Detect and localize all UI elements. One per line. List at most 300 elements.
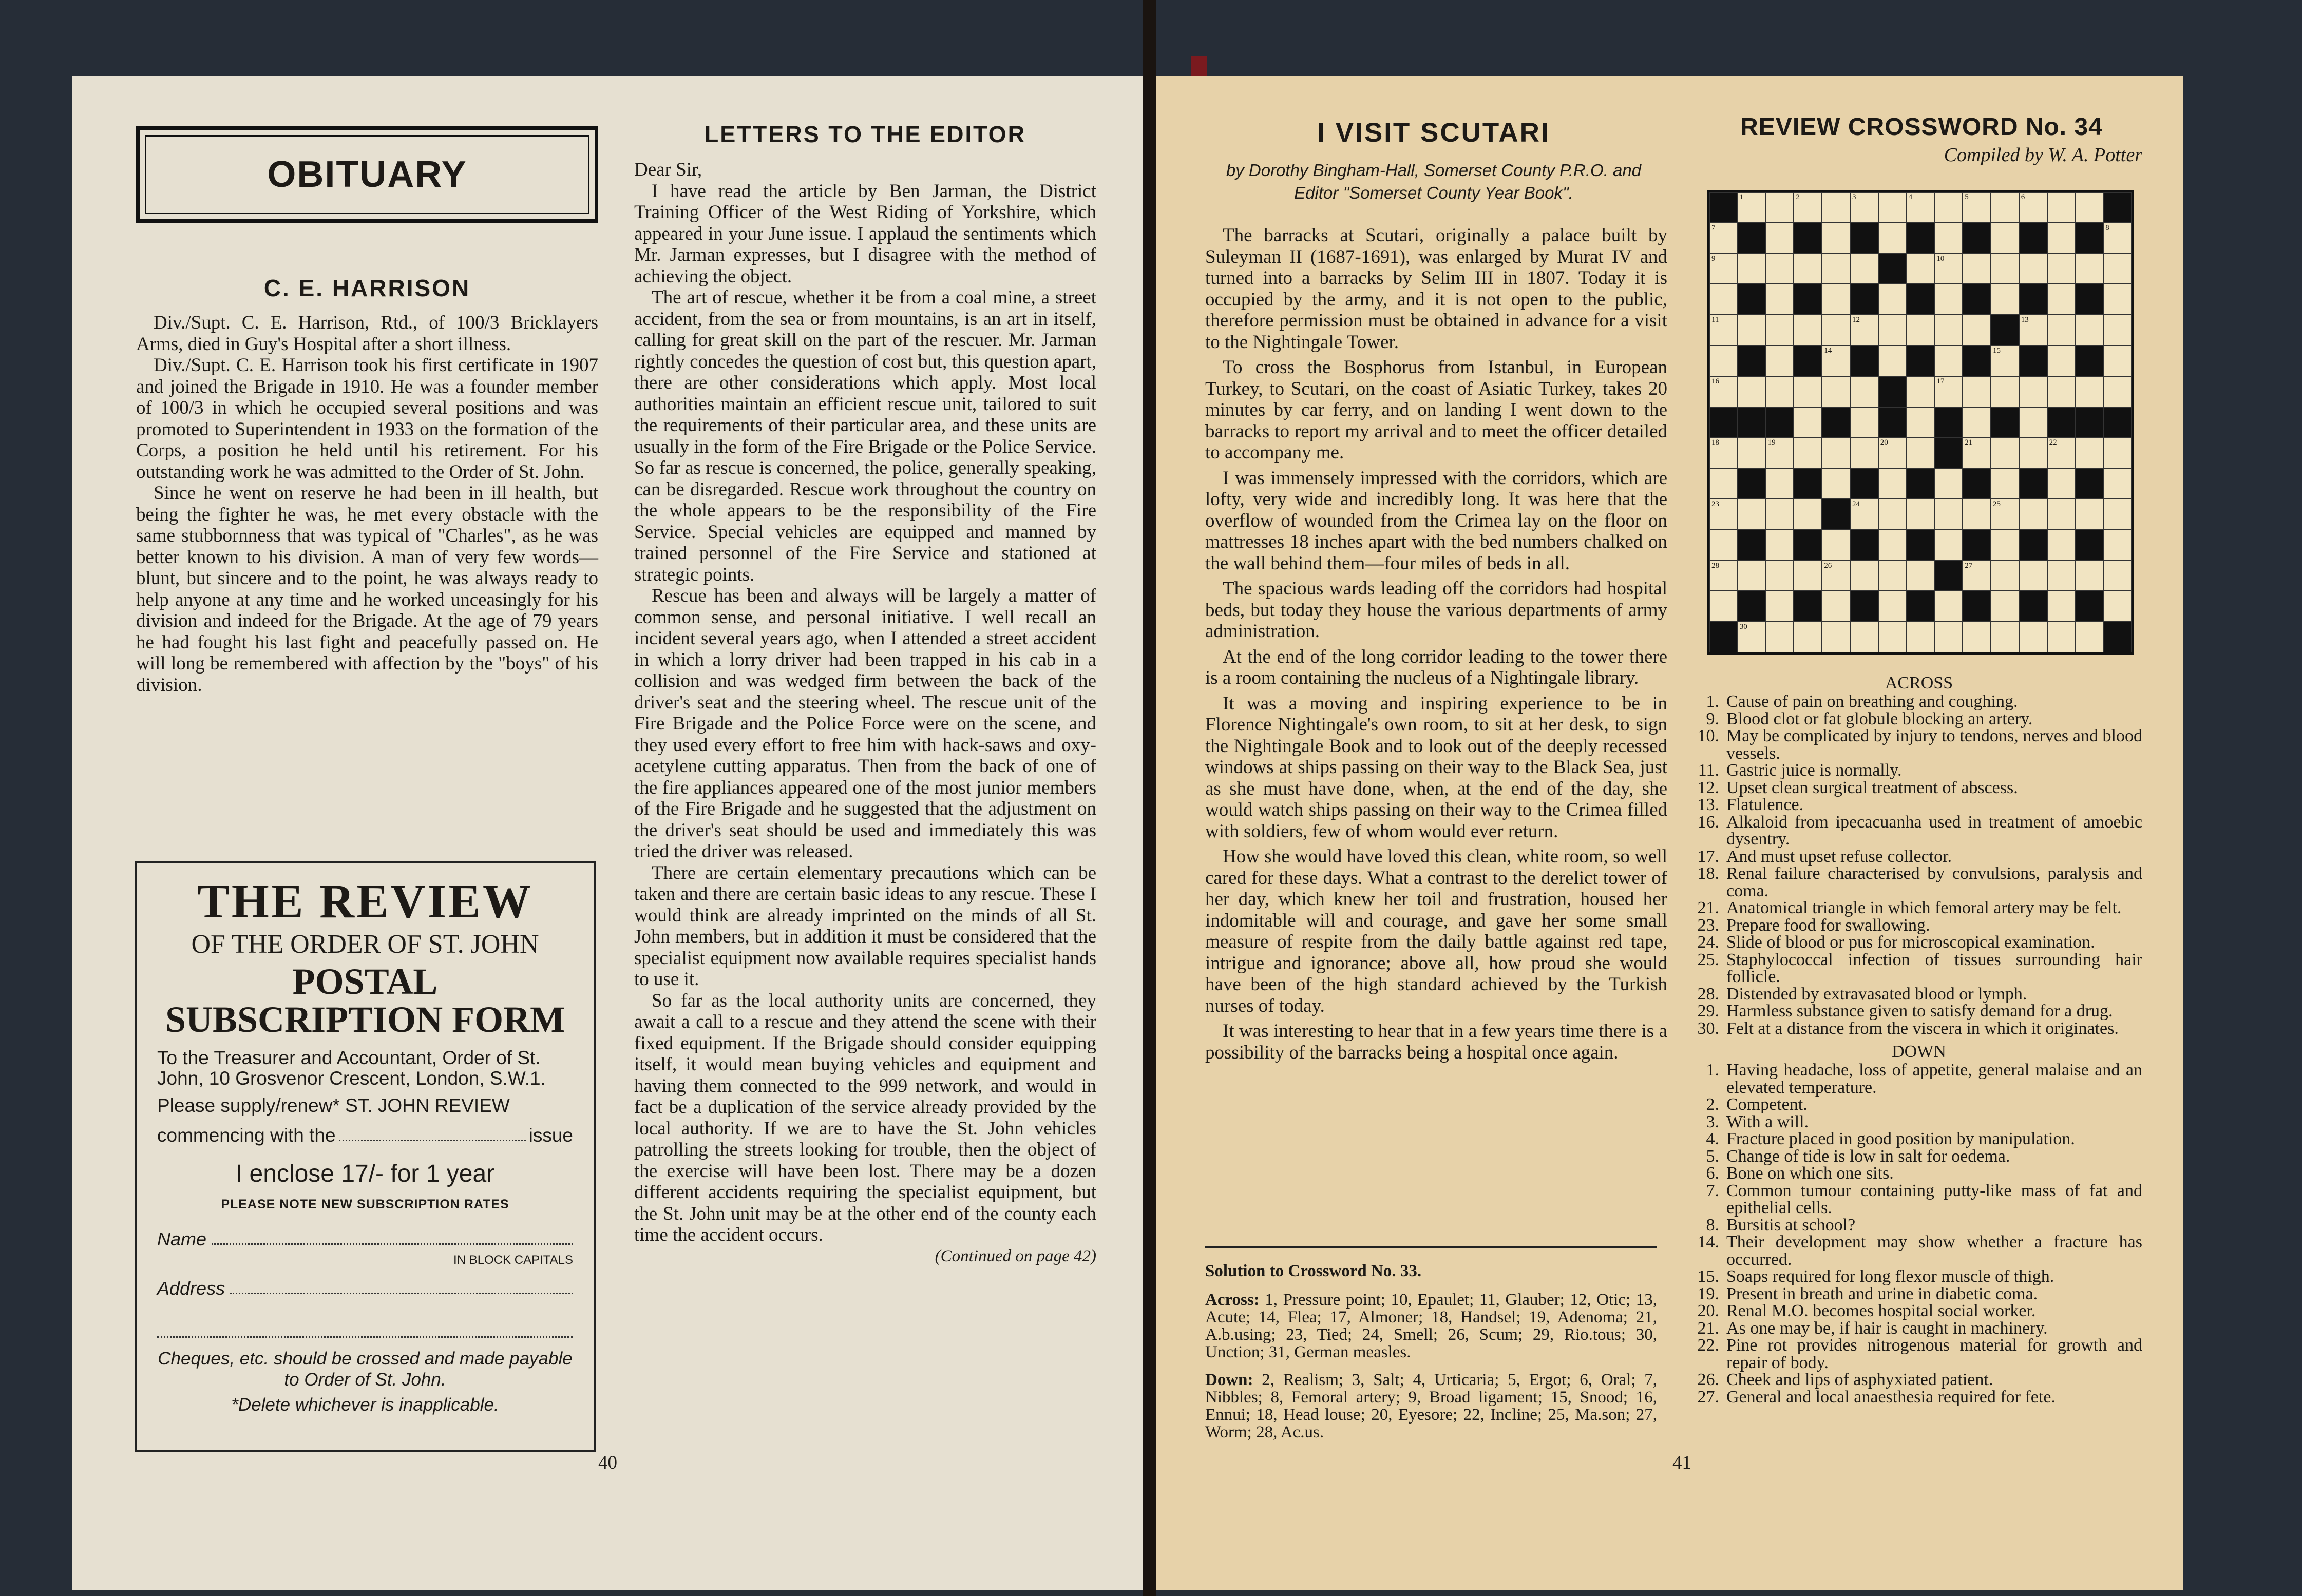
square-number: 24 bbox=[1852, 499, 1860, 508]
crossword-square[interactable] bbox=[1991, 622, 2019, 652]
crossword-square[interactable] bbox=[1991, 376, 2019, 407]
form-name-label: Name bbox=[157, 1228, 207, 1249]
crossword-square[interactable] bbox=[1963, 437, 1991, 468]
crossword-square[interactable] bbox=[1738, 561, 1766, 591]
crossword-square[interactable] bbox=[2019, 254, 2047, 284]
square-number: 22 bbox=[2049, 438, 2057, 447]
solution-down-label: Down: bbox=[1205, 1371, 1253, 1389]
crossword-square[interactable] bbox=[1934, 468, 1963, 499]
clue-text: Common tumour containing putty-like mass of fat and epithelial cells. bbox=[1726, 1181, 2142, 1217]
clue-text: Bone on which one sits. bbox=[1726, 1164, 1894, 1183]
crossword-square[interactable] bbox=[2047, 345, 2076, 376]
crossword-square[interactable] bbox=[1878, 192, 1907, 223]
name-field[interactable] bbox=[212, 1240, 573, 1245]
clue-number: 27. bbox=[1697, 1387, 1719, 1407]
crossword-square[interactable] bbox=[1963, 499, 1991, 530]
crossword-square[interactable] bbox=[1709, 468, 1738, 499]
crossword-square[interactable] bbox=[1822, 223, 1850, 254]
crossword-square[interactable] bbox=[1991, 254, 2019, 284]
down-clue bbox=[1696, 1148, 2142, 1165]
crossword-square[interactable] bbox=[2047, 254, 2076, 284]
crossword-black-square bbox=[1794, 591, 1822, 622]
clue-number: 8. bbox=[1706, 1215, 1719, 1235]
crossword-square[interactable] bbox=[1766, 254, 1794, 284]
crossword-square[interactable] bbox=[2103, 223, 2132, 254]
square-number: 28 bbox=[1711, 561, 1719, 570]
crossword-square[interactable] bbox=[1934, 315, 1963, 345]
crossword-black-square bbox=[2103, 622, 2132, 652]
obituary-text bbox=[136, 312, 598, 696]
crossword-square[interactable] bbox=[1850, 315, 1878, 345]
crossword-black-square bbox=[1907, 284, 1935, 315]
form-issue-label: issue bbox=[528, 1125, 573, 1146]
down-clue bbox=[1696, 1302, 2142, 1320]
crossword-black-square bbox=[1991, 407, 2019, 438]
crossword-square[interactable] bbox=[1766, 561, 1794, 591]
down-clue bbox=[1696, 1096, 2142, 1113]
form-commencing-label: commencing with the bbox=[157, 1125, 336, 1146]
crossword-square[interactable] bbox=[2019, 315, 2047, 345]
crossword-square[interactable] bbox=[1878, 284, 1907, 315]
crossword-black-square bbox=[1907, 345, 1935, 376]
article-paragraph: The spacious wards leading off the corridors had hospital beds, but today they house the various departments of army administration. bbox=[1205, 578, 1667, 642]
crossword-black-square bbox=[1963, 223, 1991, 254]
crossword-square[interactable] bbox=[1991, 499, 2019, 530]
crossword-square[interactable] bbox=[1878, 315, 1907, 345]
square-number: 8 bbox=[2105, 223, 2109, 232]
crossword-black-square bbox=[1738, 223, 1766, 254]
crossword-square[interactable] bbox=[1991, 223, 2019, 254]
crossword-square[interactable] bbox=[1963, 315, 1991, 345]
crossword-square[interactable] bbox=[1963, 407, 1991, 438]
page-40 bbox=[72, 76, 1143, 1590]
crossword-square[interactable] bbox=[1963, 376, 1991, 407]
crossword-black-square bbox=[1850, 468, 1878, 499]
crossword-square[interactable] bbox=[2047, 530, 2076, 561]
down-clue bbox=[1696, 1234, 2142, 1268]
crossword-square[interactable] bbox=[1822, 530, 1850, 561]
address-field-line-2[interactable] bbox=[157, 1335, 573, 1338]
across-clue bbox=[1696, 710, 2142, 728]
crossword-square[interactable] bbox=[2047, 499, 2076, 530]
crossword-square[interactable] bbox=[2019, 192, 2047, 223]
crossword-black-square bbox=[1738, 591, 1766, 622]
crossword-square[interactable] bbox=[1934, 376, 1963, 407]
crossword-square[interactable] bbox=[2019, 437, 2047, 468]
crossword-square[interactable] bbox=[2103, 254, 2132, 284]
clue-text: Present in breath and urine in diabetic coma. bbox=[1726, 1284, 2038, 1303]
crossword-square[interactable] bbox=[1766, 499, 1794, 530]
obituary-name: C. E. HARRISON bbox=[263, 275, 471, 301]
crossword-square[interactable] bbox=[1878, 468, 1907, 499]
clue-text: Felt at a distance from the viscera in which it originates. bbox=[1726, 1018, 2119, 1038]
crossword-square[interactable] bbox=[1850, 407, 1878, 438]
crossword-square[interactable] bbox=[1766, 437, 1794, 468]
crossword-square[interactable] bbox=[2103, 376, 2132, 407]
crossword-square[interactable] bbox=[2075, 437, 2103, 468]
clue-text: Flatulence. bbox=[1726, 795, 1804, 814]
down-clue bbox=[1696, 1268, 2142, 1285]
square-number: 18 bbox=[1711, 438, 1719, 447]
crossword-square[interactable] bbox=[1794, 499, 1822, 530]
square-number: 1 bbox=[1739, 193, 1744, 201]
crossword-square[interactable] bbox=[1709, 437, 1738, 468]
crossword-black-square bbox=[1878, 376, 1907, 407]
subscription-form bbox=[135, 861, 596, 1452]
form-address-row bbox=[157, 1278, 573, 1299]
form-commencing-row bbox=[157, 1125, 573, 1146]
crossword-square[interactable] bbox=[2103, 284, 2132, 315]
crossword-square[interactable] bbox=[1822, 561, 1850, 591]
square-number: 7 bbox=[1711, 223, 1716, 232]
crossword-square[interactable] bbox=[1963, 622, 1991, 652]
crossword-square[interactable] bbox=[2019, 376, 2047, 407]
crossword-square[interactable] bbox=[2047, 591, 2076, 622]
crossword-square[interactable] bbox=[2103, 499, 2132, 530]
clue-number: 6. bbox=[1706, 1164, 1719, 1183]
crossword-black-square bbox=[1709, 622, 1738, 652]
crossword-black-square bbox=[1850, 284, 1878, 315]
crossword-square[interactable] bbox=[1907, 254, 1935, 284]
across-clue bbox=[1696, 1003, 2142, 1020]
crossword-black-square bbox=[1738, 530, 1766, 561]
crossword-black-square bbox=[1907, 530, 1935, 561]
crossword-square[interactable] bbox=[1709, 345, 1738, 376]
across-clue bbox=[1696, 779, 2142, 797]
crossword-square[interactable] bbox=[2103, 315, 2132, 345]
crossword-square[interactable] bbox=[1794, 192, 1822, 223]
crossword-black-square bbox=[1850, 223, 1878, 254]
clue-number: 24. bbox=[1697, 933, 1719, 952]
clue-number: 11. bbox=[1698, 761, 1719, 780]
crossword-square[interactable] bbox=[1794, 437, 1822, 468]
crossword-black-square bbox=[1963, 591, 1991, 622]
crossword-square[interactable] bbox=[2019, 561, 2047, 591]
crossword-square[interactable] bbox=[1907, 499, 1935, 530]
clue-number: 28. bbox=[1697, 984, 1719, 1004]
crossword-square[interactable] bbox=[1934, 223, 1963, 254]
square-number: 14 bbox=[1824, 346, 1832, 355]
crossword-square[interactable] bbox=[1709, 223, 1738, 254]
crossword-square[interactable] bbox=[1878, 530, 1907, 561]
form-subtitle: OF THE ORDER OF ST. JOHN bbox=[191, 930, 539, 959]
crossword-square[interactable] bbox=[1766, 622, 1794, 652]
across-clue bbox=[1696, 951, 2142, 986]
crossword-square[interactable] bbox=[2075, 192, 2103, 223]
clue-number: 10. bbox=[1697, 726, 1719, 745]
square-number: 30 bbox=[1739, 623, 1747, 631]
square-number: 5 bbox=[1965, 193, 1969, 201]
square-number: 11 bbox=[1711, 316, 1719, 324]
crossword-square[interactable] bbox=[1738, 192, 1766, 223]
crossword-square[interactable] bbox=[1963, 192, 1991, 223]
clue-text: General and local anaesthesia required for fete. bbox=[1726, 1387, 2056, 1407]
crossword-compiler: Compiled by W. A. Potter bbox=[1944, 144, 2142, 166]
crossword-square[interactable] bbox=[1822, 284, 1850, 315]
letter-paragraph: I have read the article by Ben Jarman, the District Training Officer of the West Riding of Yorkshire, which appeared in your June issue. I applaud the sentiments which Mr. Jarman expresses, but I disagree with the method of achieving the object. bbox=[634, 180, 1096, 287]
crossword-square[interactable] bbox=[1766, 192, 1794, 223]
crossword-square[interactable] bbox=[2103, 468, 2132, 499]
clue-text: Change of tide is low in salt for oedema. bbox=[1726, 1146, 2010, 1166]
crossword-square[interactable] bbox=[1907, 407, 1935, 438]
clue-text: Soaps required for long flexor muscle of thigh. bbox=[1726, 1267, 2054, 1286]
article-paragraph: To cross the Bosphorus from Istanbul, in European Turkey, to Scutari, on the coast of Asiatic Turkey, takes 20 minutes by car ferry, and on landing I went down to the barracks to report my arrival and to meet the officer detailed to accompany me. bbox=[1205, 357, 1667, 463]
crossword-square[interactable] bbox=[2047, 622, 2076, 652]
crossword-square[interactable] bbox=[2075, 254, 2103, 284]
crossword-square[interactable] bbox=[1934, 345, 1963, 376]
crossword-square[interactable] bbox=[1934, 622, 1963, 652]
crossword-square[interactable] bbox=[1822, 591, 1850, 622]
crossword-square[interactable] bbox=[1709, 561, 1738, 591]
crossword-square[interactable] bbox=[1822, 315, 1850, 345]
crossword-square[interactable] bbox=[2103, 345, 2132, 376]
crossword-square[interactable] bbox=[1822, 254, 1850, 284]
crossword-square[interactable] bbox=[1934, 499, 1963, 530]
article-paragraph: It was a moving and inspiring experience to be in Florence Nightingale's own room, to sit at her desk, to sign the Nightingale Book and to look out of the deeply recessed windows at ships passing on their way to the Black Sea, just as she must have done, when, at the end of the day, she would watch ships passing on their way to the Crimea filled with soldiers, few of whom would ever return. bbox=[1205, 693, 1667, 842]
crossword-square[interactable] bbox=[2103, 561, 2132, 591]
crossword-square[interactable] bbox=[1850, 437, 1878, 468]
crossword-square[interactable] bbox=[1907, 376, 1935, 407]
clue-number: 19. bbox=[1697, 1284, 1719, 1303]
square-number: 10 bbox=[1936, 254, 1945, 263]
crossword-square[interactable] bbox=[1991, 284, 2019, 315]
crossword-square[interactable] bbox=[1709, 530, 1738, 561]
crossword-square[interactable] bbox=[2047, 284, 2076, 315]
crossword-square[interactable] bbox=[1794, 561, 1822, 591]
letter-salutation: Dear Sir, bbox=[634, 159, 702, 180]
crossword-square[interactable] bbox=[1907, 561, 1935, 591]
crossword-square[interactable] bbox=[1991, 591, 2019, 622]
crossword-black-square bbox=[1963, 468, 1991, 499]
clue-number: 1. bbox=[1706, 692, 1719, 711]
crossword-square[interactable] bbox=[2075, 561, 2103, 591]
crossword-square[interactable] bbox=[2047, 561, 2076, 591]
crossword-square[interactable] bbox=[1766, 591, 1794, 622]
crossword-square[interactable] bbox=[1850, 376, 1878, 407]
across-clue bbox=[1696, 796, 2142, 814]
crossword-black-square bbox=[2075, 591, 2103, 622]
crossword-square[interactable] bbox=[1709, 254, 1738, 284]
clue-number: 30. bbox=[1697, 1018, 1719, 1038]
crossword-square[interactable] bbox=[1963, 561, 1991, 591]
clue-text: Pine rot provides nitrogenous material for growth and repair of body. bbox=[1726, 1336, 2142, 1372]
across-clue bbox=[1696, 762, 2142, 779]
clue-text: Upset clean surgical treatment of abscess. bbox=[1726, 778, 2018, 797]
crossword-square[interactable] bbox=[1738, 315, 1766, 345]
letter-paragraph: Rescue has been and always will be largely a matter of common sense, and personal initiative. I well recall an incident several years ago, when I attended a street accident in which a lorry driver had been trapped in his cab in a collision and was wedged firm between the back of the driver's seat and the steering wheel. The rescue unit of the Fire Brigade and the Police Force were on the scene, and they used every effort to free him with hack-saws and oxy-acetylene cutting apparatus. Then from the back of one of the fire appliances appeared one of the most junior members of the Fire Brigade and he suggested that the adjustment on the driver's seat should be used and immediately this was tried the driver was released. bbox=[634, 585, 1096, 862]
crossword-square[interactable] bbox=[1907, 192, 1935, 223]
crossword-black-square bbox=[1850, 530, 1878, 561]
crossword-black-square bbox=[1794, 345, 1822, 376]
obituary-title-box bbox=[136, 126, 598, 223]
crossword-square[interactable] bbox=[1907, 622, 1935, 652]
address-field[interactable] bbox=[230, 1289, 573, 1294]
crossword-square[interactable] bbox=[1907, 315, 1935, 345]
across-clue bbox=[1696, 899, 2142, 917]
crossword-square[interactable] bbox=[1878, 591, 1907, 622]
crossword-square[interactable] bbox=[1850, 499, 1878, 530]
crossword-black-square bbox=[1709, 407, 1738, 438]
crossword-square[interactable] bbox=[1991, 437, 2019, 468]
crossword-square[interactable] bbox=[1991, 345, 2019, 376]
crossword-square[interactable] bbox=[1934, 192, 1963, 223]
crossword-black-square bbox=[2075, 530, 2103, 561]
crossword-square[interactable] bbox=[1738, 437, 1766, 468]
crossword-square[interactable] bbox=[1878, 345, 1907, 376]
crossword-square[interactable] bbox=[1766, 468, 1794, 499]
crossword-black-square bbox=[1794, 284, 1822, 315]
crossword-square[interactable] bbox=[1934, 254, 1963, 284]
crossword-square[interactable] bbox=[1850, 561, 1878, 591]
clue-number: 17. bbox=[1697, 847, 1719, 866]
form-heading: POSTAL SUBSCRIPTION FORM bbox=[165, 961, 565, 1040]
crossword-square[interactable] bbox=[2019, 622, 2047, 652]
crossword-square[interactable] bbox=[1934, 530, 1963, 561]
crossword-square[interactable] bbox=[1738, 376, 1766, 407]
crossword-black-square bbox=[1934, 561, 1963, 591]
crossword-square[interactable] bbox=[1878, 223, 1907, 254]
clue-number: 22. bbox=[1697, 1336, 1719, 1355]
clue-text: Cause of pain on breathing and coughing. bbox=[1726, 692, 2018, 711]
issue-field[interactable] bbox=[339, 1136, 526, 1141]
crossword-square[interactable] bbox=[1822, 345, 1850, 376]
down-clue bbox=[1696, 1165, 2142, 1182]
crossword-square[interactable] bbox=[1934, 284, 1963, 315]
clue-number: 23. bbox=[1697, 915, 1719, 935]
crossword-square[interactable] bbox=[1794, 622, 1822, 652]
obituary-paragraph: Div./Supt. C. E. Harrison, Rtd., of 100/3 Bricklayers Arms, died in Guy's Hospital after a short illness. bbox=[136, 312, 598, 355]
crossword-square[interactable] bbox=[1878, 561, 1907, 591]
crossword-square[interactable] bbox=[1766, 315, 1794, 345]
crossword-square[interactable] bbox=[1822, 437, 1850, 468]
crossword-square[interactable] bbox=[1709, 499, 1738, 530]
crossword-black-square bbox=[1878, 254, 1907, 284]
letters-title: LETTERS TO THE EDITOR bbox=[704, 121, 1026, 147]
clue-text: As one may be, if hair is caught in machinery. bbox=[1726, 1318, 2048, 1338]
crossword-square[interactable] bbox=[1794, 315, 1822, 345]
down-clue bbox=[1696, 1182, 2142, 1217]
crossword-square[interactable] bbox=[2103, 591, 2132, 622]
clue-number: 26. bbox=[1697, 1370, 1719, 1389]
crossword-square[interactable] bbox=[1794, 376, 1822, 407]
crossword-square[interactable] bbox=[1766, 223, 1794, 254]
crossword-square[interactable] bbox=[1766, 376, 1794, 407]
crossword-square[interactable] bbox=[1822, 192, 1850, 223]
clue-number: 18. bbox=[1697, 864, 1719, 883]
crossword-square[interactable] bbox=[2075, 376, 2103, 407]
crossword-black-square bbox=[1794, 468, 1822, 499]
across-clue bbox=[1696, 693, 2142, 710]
crossword-square[interactable] bbox=[2047, 315, 2076, 345]
crossword-black-square bbox=[1766, 407, 1794, 438]
crossword-square[interactable] bbox=[1907, 437, 1935, 468]
divider-rule bbox=[1205, 1246, 1657, 1248]
crossword-square[interactable] bbox=[2075, 315, 2103, 345]
form-title: THE REVIEW bbox=[197, 875, 533, 928]
crossword-square[interactable] bbox=[1738, 499, 1766, 530]
square-number: 15 bbox=[1992, 346, 2001, 355]
down-clue bbox=[1696, 1217, 2142, 1234]
across-title: ACROSS bbox=[1885, 674, 1953, 693]
clue-text: Renal failure characterised by convulsions, paralysis and coma. bbox=[1726, 864, 2142, 900]
crossword-square[interactable] bbox=[1738, 622, 1766, 652]
page-number: 40 bbox=[598, 1452, 617, 1473]
form-name-row bbox=[157, 1228, 573, 1250]
crossword-square[interactable] bbox=[1794, 407, 1822, 438]
square-number: 21 bbox=[1965, 438, 1973, 447]
crossword-square[interactable] bbox=[1850, 192, 1878, 223]
crossword-square[interactable] bbox=[2047, 192, 2076, 223]
crossword-black-square bbox=[2019, 591, 2047, 622]
crossword-square[interactable] bbox=[1822, 468, 1850, 499]
crossword-square[interactable] bbox=[1738, 254, 1766, 284]
crossword-square[interactable] bbox=[2019, 499, 2047, 530]
solution-down: 2, Realism; 3, Salt; 4, Urticaria; 5, Ergot; 6, Oral; 7, Nibbles; 8, Femoral artery; 9, Broad ligament; 15, Snood; 16, Ennui; 18, Head louse; 20, Eyesore; 22, Incline; 25, Ma.son; 27, Worm; 28, Ac.us. bbox=[1205, 1371, 1657, 1441]
crossword-square[interactable] bbox=[1850, 622, 1878, 652]
crossword-square[interactable] bbox=[1963, 254, 1991, 284]
article-paragraph: It was interesting to hear that in a few years time there is a possibility of the barracks being a hospital once again. bbox=[1205, 1021, 1667, 1063]
crossword-square[interactable] bbox=[1850, 254, 1878, 284]
solution-down-block bbox=[1205, 1371, 1657, 1441]
crossword-square[interactable] bbox=[2103, 530, 2132, 561]
crossword-square[interactable] bbox=[1991, 192, 2019, 223]
crossword-square[interactable] bbox=[1709, 591, 1738, 622]
crossword-square[interactable] bbox=[1878, 499, 1907, 530]
clue-text: Gastric juice is normally. bbox=[1726, 761, 1902, 780]
crossword-square[interactable] bbox=[2075, 499, 2103, 530]
square-number: 13 bbox=[2021, 316, 2029, 324]
crossword-square[interactable] bbox=[2047, 437, 2076, 468]
crossword-square[interactable] bbox=[1766, 345, 1794, 376]
crossword-square[interactable] bbox=[1766, 284, 1794, 315]
crossword-square[interactable] bbox=[1991, 561, 2019, 591]
crossword-square[interactable] bbox=[1991, 468, 2019, 499]
square-number: 3 bbox=[1852, 193, 1856, 201]
crossword-square[interactable] bbox=[1991, 530, 2019, 561]
crossword-square[interactable] bbox=[1709, 315, 1738, 345]
crossword-square[interactable] bbox=[1709, 284, 1738, 315]
clue-number: 5. bbox=[1706, 1146, 1719, 1166]
crossword-square[interactable] bbox=[1822, 376, 1850, 407]
crossword-square[interactable] bbox=[1794, 254, 1822, 284]
crossword-square[interactable] bbox=[1709, 376, 1738, 407]
crossword-square[interactable] bbox=[2047, 376, 2076, 407]
crossword-square[interactable] bbox=[2047, 223, 2076, 254]
clue-text: Slide of blood or pus for microscopical examination. bbox=[1726, 933, 2095, 952]
solution-across-block bbox=[1205, 1291, 1657, 1361]
crossword-square[interactable] bbox=[2103, 437, 2132, 468]
crossword-black-square bbox=[2075, 468, 2103, 499]
crossword-square[interactable] bbox=[1934, 591, 1963, 622]
crossword-square[interactable] bbox=[1766, 530, 1794, 561]
crossword-square[interactable] bbox=[2075, 622, 2103, 652]
crossword-black-square bbox=[1850, 345, 1878, 376]
crossword-black-square bbox=[1934, 437, 1963, 468]
crossword-square[interactable] bbox=[1878, 622, 1907, 652]
clue-text: Harmless substance given to satisfy demand for a drug. bbox=[1726, 1002, 2113, 1021]
crossword-black-square bbox=[1822, 407, 1850, 438]
crossword-square[interactable] bbox=[1822, 622, 1850, 652]
clue-text: Their development may show whether a fracture has occurred. bbox=[1726, 1233, 2142, 1269]
obituary-title: OBITUARY bbox=[267, 154, 467, 195]
crossword-square[interactable] bbox=[2047, 468, 2076, 499]
crossword-square[interactable] bbox=[2019, 407, 2047, 438]
clue-text: With a will. bbox=[1726, 1112, 1809, 1131]
crossword-square[interactable] bbox=[1878, 437, 1907, 468]
square-number: 17 bbox=[1936, 377, 1945, 386]
crossword-solution bbox=[1205, 1262, 1657, 1441]
form-supply: Please supply/renew* ST. JOHN REVIEW bbox=[157, 1095, 510, 1116]
